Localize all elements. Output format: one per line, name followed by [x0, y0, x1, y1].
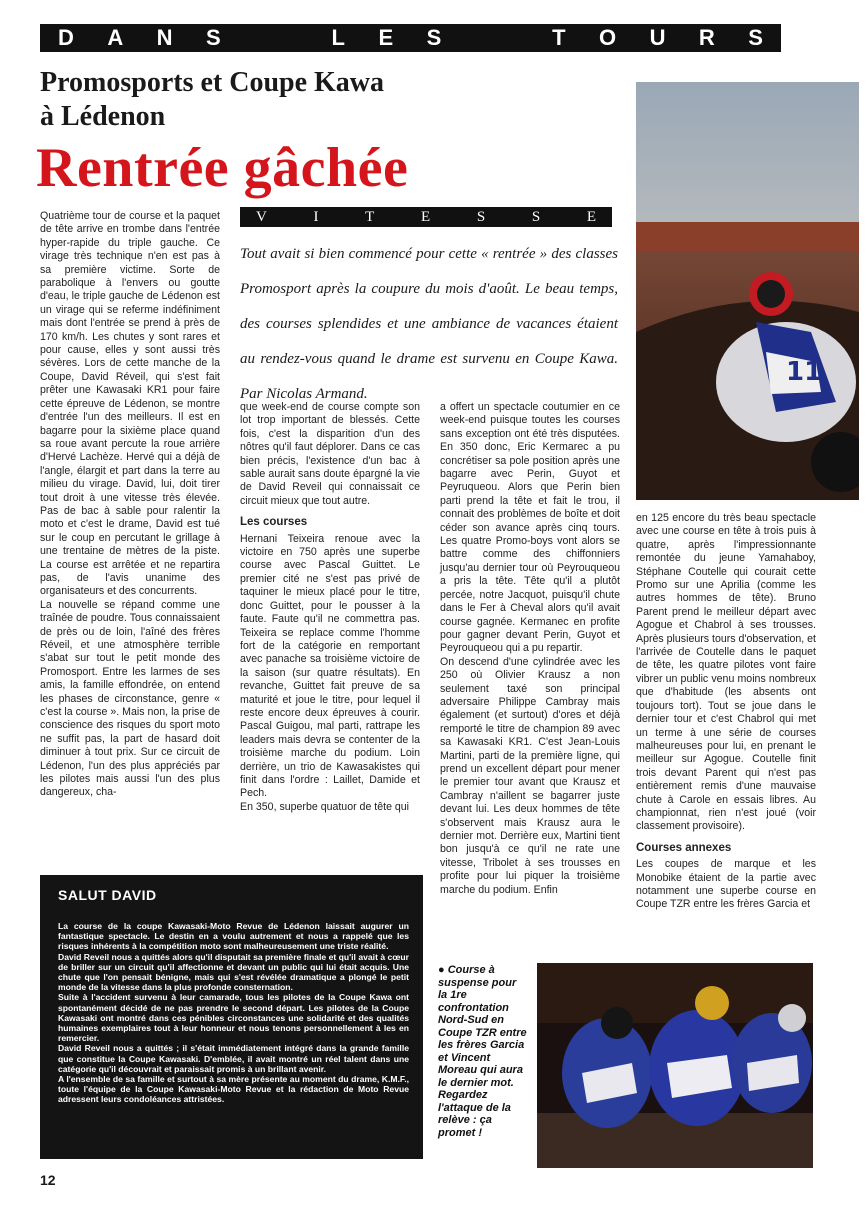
kicker-line: Promosports et Coupe Kawa [40, 67, 385, 98]
banner-letter: D [58, 25, 74, 50]
rider-photo [636, 82, 859, 500]
paragraph: en 125 encore du très beau spectacle avec une course en tête à trois puis à quatre, après l'impressionnante remontée du jeune Yamahaboy, Stéphane Coutelle qui courait cette Promo sur une Aprilia (comme les autres hommes de tête). Bruno Parent prend le meilleur départ avec Agogue et Chabrol à ses trousses. Après plusieurs tours d'observation, et l'arrivée de Coutelle dans le paquet de tête, les quatre pilotes vont faire vibrer un public venu moins nombreux que d'habitude (les absents ont toujours tort). Tout se joue dans le dernier tour et c'est Chabrol qui met un terme à une série de courses malheureuses pour lui, en prenant le meilleur sur Agogue. Coutelle finit trois devant Parent qui n'est pas entièrement remis d'une mauvaise chute à Carole en essais libres. Au championnat, rien n'est joué (voir classement provisoire). [636, 512, 816, 833]
article-intro: Tout avait si bien commencé pour cette « rentrée » des classes Promosport après la coupure du mois d'août. Le beau temps, des courses splendides et une ambiance de vacances étaient au rendez-vous quand le drame est survenu en Coupe Kawa. Par Nicolas Armand. [240, 246, 618, 402]
tribute-paragraph: Suite à l'accident survenu à leur camarade, tous les pilotes de la Coupe Kawa ont spontanément décidé de ne pas prendre le second départ. Les pilotes de la Coupe Kawasaki ont montré dans ces pénibles circonstances une solidarité et des qualités humaines exemplaires tout à leur honneur et nous tenons personnellement à les en remercier. [58, 992, 409, 1044]
paragraph: que week-end de course compte son lot trop important de blessés. Cette fois, c'est la disparition d'un des nôtres qu'il faut déplorer. Dans ce cas bien précis, l'existence d'un bac à sable aurait sans doute épargné la vie de David Reveil qui connaissait ce circuit mieux que tout autre. [240, 401, 420, 507]
tribute-paragraph: David Reveil nous a quittés ; il s'était immédiatement intégré dans la grande famille que constitue la Coupe Kawasaki. D'emblée, il avait montré un réel talent dans une catégorie qu'il découvrait et paraissait promis à un brillant avenir. [58, 1043, 409, 1074]
paragraph: On descend d'une cylindrée avec les 250 où Olivier Krausz a non seulement taxé son principal adversaire Philippe Cambray mais également (et surtout) d'ores et déjà remporté le titre de champion 89 avec sa Kawasaki KR1. C'est Jean-Louis Martini, parti de la première ligne, qui prend un excellent départ pour mener le premier tour avant que Krausz et Cambray n'aillent se bagarrer juste devant lui. Les deux hommes de tête s'observent mais Krausz aura le dernier mot. Derrière eux, Martini tient bon jusqu'à ce qu'il ne rate une vitesse, Tribolet à ses trousses en profite pour lui piquer la troisième marche du podium. Enfin [440, 655, 620, 896]
paragraph: La nouvelle se répand comme une traînée de poudre. Tous connaissaient de près ou de loin, l'aîné des frères Réveil, et une atmosphère terrible s'abat sur tout le petit monde des Promosport. Entre les larmes de ses amis, la famille effondrée, on entend les phases de circonstance, genre « c'est la course ». Mais non, la prise de conscience des risques du sport moto ne suffit pas, la part de hasard doit diminuer à tout prix. Sur ce circuit de Lédenon, l'un des plus appréciés par les pilotes mais aussi l'un des plus dangereux, cha- [40, 598, 220, 799]
race-photo [537, 963, 813, 1168]
banner-letter: E [378, 25, 394, 50]
article-kicker [40, 66, 620, 134]
tag-letter: I [313, 208, 319, 225]
paragraph: En 350, superbe quatuor de tête qui [240, 800, 410, 813]
paragraph: Les coupes de marque et les Monobike étaient de la partie avec notamment une superbe course en Coupe TZR entre les frères Garcia et [636, 858, 816, 911]
tribute-paragraph: David Reveil nous a quittés alors qu'il disputait sa première finale et qu'il avait à cœur de briller sur un circuit qu'il affectionne et devant un public qui lui était acquis. Une chute que l'on pensait bénigne, mais qui s'est révélée dramatique a plongé le petit monde de la vitesse dans la plus profonde consternation. [58, 951, 409, 993]
page-number: 12 [40, 1172, 56, 1188]
tribute-paragraph: La course de la coupe Kawasaki-Moto Revue de Lédenon laissait augurer un fantastique spectacle. Le destin en a voulu autrement et nous a rappelé que les risques inhérents à la compétition moto sont malheureusement une triste réalité. [58, 921, 409, 952]
banner-letter: O [599, 25, 617, 50]
tribute-title: SALUT DAVID [58, 887, 157, 903]
banner-letter: L [331, 25, 345, 50]
banner-letter: S [205, 25, 221, 50]
text-column-4 [636, 512, 816, 912]
tag-letter: V [256, 208, 267, 225]
banner-letter: T [552, 25, 566, 50]
tag-letter: S [531, 208, 541, 225]
banner-letter: S [426, 25, 442, 50]
photo-caption: ● Course à suspense pour la 1re confrontation Nord-Sud en Coupe TZR entre les frères Garcia et Vincent Moreau qui aura le dernier mot. Regardez l'attaque de la relève : ça promet ! [438, 964, 527, 1139]
text-column-1 [40, 210, 220, 800]
tag-letter: E [420, 208, 431, 225]
tag-letter: S [476, 208, 486, 225]
text-column-3 [440, 401, 620, 897]
text-column-2 [240, 401, 420, 814]
kicker-line: à Lédenon [40, 101, 166, 132]
paragraph: a offert un spectacle coutumier en ce week-end puisque toutes les courses sans exception ont été très disputées. En 350 donc, Eric Kermarec a pu concrétiser sa pole position après une bagarre avec Perin, Guyot et Peyruqueou. Alors que Perin bien parti prend la tête et fait le trou, il connait des problèmes de boîte et doit céder son avance après cinq tours. Les quatre Promo-boys vont alors se battre comme des chiffonniers jusqu'au dernier tour où Peyrouqueou a pris la tête. Tête qu'il a plutôt percée, notre Jacquot, puisqu'il chute dans le Fer à Cheval alors qu'il avait course gagnée. Kermanec en profite pour gagner devant Perin, Guyot et Peyrouqueou qui a pu repartir. [440, 401, 620, 655]
subheading: Courses annexes [636, 841, 732, 854]
tribute-box [40, 875, 423, 1159]
banner-letter: S [748, 25, 763, 50]
subheading: Les courses [240, 516, 308, 529]
tag-letter: T [365, 208, 375, 225]
paragraph: Hernani Teixeira renoue avec la victoire en 750 après une superbe course avec Pascal Guittet. Le premier cité ne s'est pas privé de taquiner le mieux placé pour le titre, donc Guittet, pour le pousser à la faute. Faute qu'il ne commettra pas. Teixeira se replace comme l'homme fort de la catégorie en remportant avec panache sa troisième victoire de la saison (sur quatre résultats). En revanche, Guittet fait preuve de sa maturité et joue le titre, pour lequel il reste encore deux épreuves à courir. Pascal Guigou, mal parti, rattrape les leaders mais devra se contenter de la troisième marche du podium. Loin derrière, un trio de Kawasakistes qui finit dans l'ordre : Laillet, Damide et Pech. [240, 532, 420, 800]
article-title: Rentrée gâchée [36, 137, 409, 199]
banner-letter: R [698, 25, 715, 50]
svg-text:11: 11 [786, 357, 823, 387]
banner-letter: U [649, 25, 666, 50]
tribute-paragraph: A l'ensemble de sa famille et surtout à sa mère présente au moment du drame, K.M.F., toute l'équipe de la Coupe Kawasaki-Moto Revue et la rédaction de Moto Revue adressent leurs condoléances attristées. [58, 1074, 409, 1105]
paragraph: Quatrième tour de course et la paquet de tête arrive en trombe dans l'entrée hyper-rapide du triple gauche. Ce virage très technique n'en est pas à sa première victime. Sorte de parabolique à l'envers ou goutte d'eau, le triple gauche de Lédenon est un virage qui se referme indéfiniment mais dont l'entrée se prend à près de 170 km/h. Les chutes y sont rares et pour cause, elles y sont aussi très sévères. Lors de cette manche de la Coupe, David Réveil, qui s'est fait prêter une Kawasaki KR1 pour faire cette épreuve de Lédenon, se montre d'entrée l'un des meilleurs. Il est en bagarre pour la sixième place quand sa roue avant percute la roue arrière d'Hervé Lachèze. Hervé qui a déjà de l'angle, élargit et part dans la terre au milieu du virage. David, lui, doit tirer tout droit à une vitesse très élevée. Pas de bac à sable pour ralentir la moto et c'est le drame, David est tué sur le coup en percutant le grillage à une trentaine de mètres de la piste. La course est arrêtée et ne repartira pas, de l'avis unanime des organisateurs et des concurrents. [40, 210, 220, 598]
banner-letter: A [107, 25, 124, 50]
tag-letter: E [586, 208, 596, 225]
section-tag [240, 207, 612, 227]
section-banner [40, 24, 781, 52]
banner-letter: N [156, 25, 173, 50]
